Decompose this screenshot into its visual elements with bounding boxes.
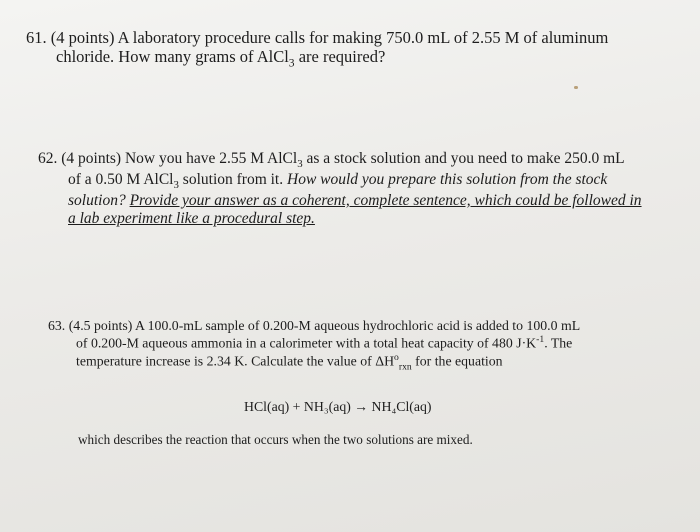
question-62-line-3 (38, 192, 688, 210)
question-62-line-2 (38, 171, 688, 192)
question-62-line-4 (38, 210, 688, 228)
question-61-line-1 (26, 28, 676, 47)
question-62-line-1 (38, 150, 688, 171)
question-61 (26, 28, 676, 71)
question-63-text-3b: for the equation (411, 353, 503, 369)
question-62-text-1a: (4 points) Now you have 2.55 M AlCl (61, 150, 298, 167)
question-62-subscript-1: 3 (297, 158, 303, 171)
question-62-text-2b: solution from it. (178, 170, 287, 188)
question-63 (48, 318, 678, 373)
question-61-text-1: (4 points) A laboratory procedure calls for making 750.0 mL of 2.55 M of aluminum (50, 28, 609, 47)
question-61-subscript: 3 (288, 57, 295, 70)
question-63-rxn-subscript: rxn (398, 361, 412, 373)
question-63-text-2a: of 0.200-M aqueous ammonia in a calorimeter with a total heat capacity of 480 J·K (76, 335, 537, 351)
question-62-italic-3: solution? (68, 191, 130, 209)
question-62-text-1b: as a stock solution and you need to make 250.0 mL (302, 150, 625, 167)
question-62 (38, 150, 688, 228)
question-63-line-2 (48, 334, 678, 352)
question-62-number: 62. (38, 150, 58, 167)
pen-mark (574, 86, 578, 89)
question-62-subscript-2: 3 (173, 178, 179, 191)
question-62-text-2a: of a 0.50 M AlCl (68, 170, 174, 188)
question-63-text-2b: . The (544, 335, 573, 351)
question-61-text-2a: chloride. How many grams of AlCl (56, 47, 289, 67)
question-61-number: 61. (26, 28, 47, 47)
question-63-text-1: (4.5 points) A 100.0-mL sample of 0.200-M aqueous hydrochloric acid is added to 100.0 mL (68, 318, 581, 333)
question-62-underline-4: a lab experiment like a procedural step. (68, 210, 315, 228)
question-63-degree: o (394, 352, 399, 364)
question-63-line-3 (48, 352, 678, 373)
question-63-line-1 (48, 318, 678, 334)
chemical-equation: HCl(aq) + NH₃(aq) → NH₄Cl(aq) (244, 399, 432, 414)
question-63-superscript: -1 (536, 334, 545, 346)
question-62-italic-2: How would you prepare this solution from the stock (287, 170, 608, 188)
question-62-underline-3: Provide your answer as a coherent, complete sentence, which could be followed in (129, 191, 642, 209)
question-61-line-2 (26, 47, 676, 71)
question-61-text-2b: are required? (294, 47, 386, 67)
question-63-closing: which describes the reaction that occurs when the two solutions are mixed. (78, 432, 473, 447)
question-63-text-3a: temperature increase is 2.34 K. Calculate the value of ΔH (76, 353, 395, 369)
question-63-number: 63. (48, 318, 66, 333)
